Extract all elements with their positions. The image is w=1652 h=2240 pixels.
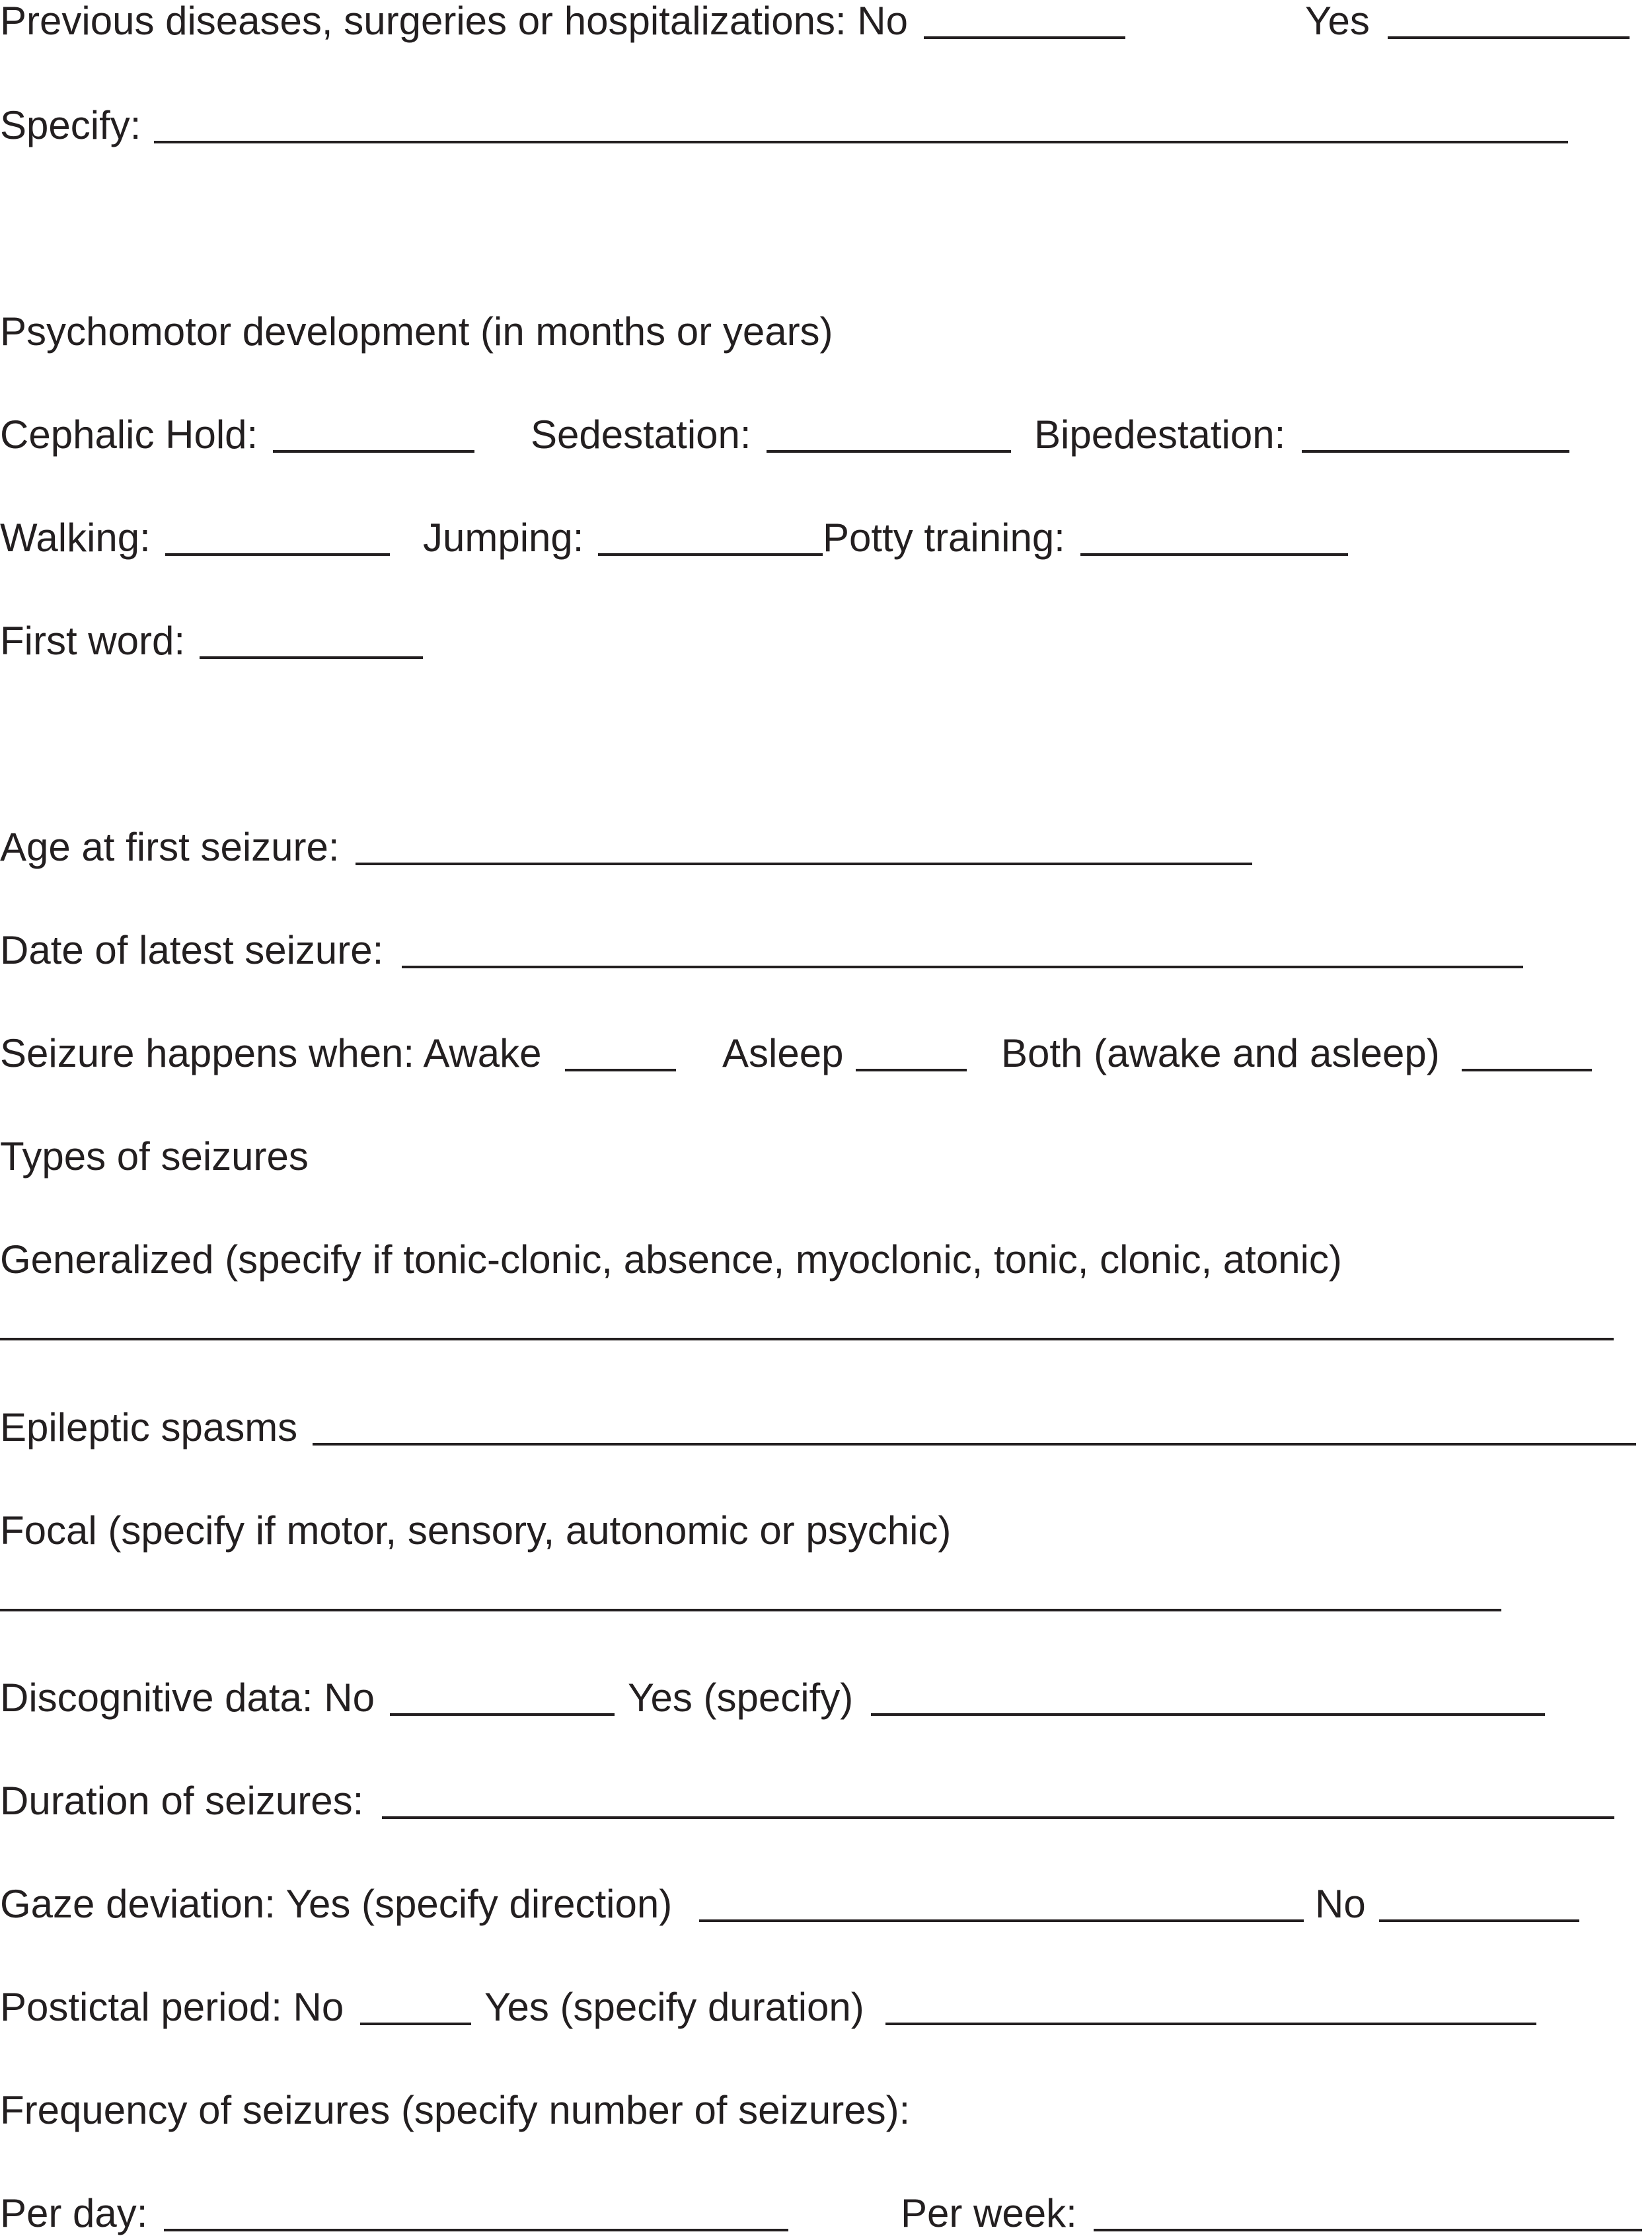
development-title — [0, 305, 1652, 358]
seizure-asleep-field[interactable] — [856, 1069, 967, 1071]
generalized-row — [0, 1233, 1652, 1286]
gaze-no-field[interactable] — [1379, 1919, 1579, 1922]
potty-training-label: Potty training: — [823, 516, 1065, 560]
types-of-seizures-title — [0, 1130, 1652, 1183]
walking-label: Walking: — [0, 516, 151, 560]
epileptic-spasms-row — [0, 1401, 1652, 1454]
jumping-field[interactable] — [598, 553, 823, 556]
age-first-seizure-field[interactable] — [356, 863, 1252, 865]
cephalic-hold-label: Cephalic Hold: — [0, 412, 258, 457]
types-of-seizures-text: Types of seizures — [0, 1134, 309, 1178]
gaze-yes-field[interactable] — [699, 1919, 1304, 1922]
cephalic-hold-field[interactable] — [273, 450, 474, 453]
gaze-label: Gaze deviation: Yes (specify direction) — [0, 1882, 673, 1926]
focal-label: Focal (specify if motor, sensory, autonomic or psychic) — [0, 1508, 952, 1553]
seizure-both-label: Both (awake and asleep) — [1001, 1031, 1440, 1075]
discognitive-no-field[interactable] — [390, 1713, 615, 1716]
previous-yes-field[interactable] — [1388, 36, 1630, 39]
generalized-field[interactable] — [0, 1338, 1614, 1340]
specify-label: Specify: — [0, 103, 141, 147]
epileptic-spasms-field[interactable] — [313, 1443, 1636, 1446]
per-day-label: Per day: — [0, 2191, 148, 2235]
jumping-label: Jumping: — [423, 516, 584, 560]
sedestation-field[interactable] — [767, 450, 1011, 453]
potty-training-field[interactable] — [1080, 553, 1348, 556]
discognitive-yes-field[interactable] — [871, 1713, 1545, 1716]
per-day-week-row — [0, 2187, 1652, 2240]
frequency-row — [0, 2084, 1652, 2137]
frequency-label: Frequency of seizures (specify number of seizures): — [0, 2088, 911, 2132]
previous-no-field[interactable] — [924, 36, 1125, 39]
duration-row — [0, 1775, 1652, 1828]
discognitive-label: Discognitive data: No — [0, 1676, 375, 1720]
postictal-label: Postictal period: No — [0, 1985, 344, 2029]
bipedestation-field[interactable] — [1302, 450, 1569, 453]
previous-diseases-row — [0, 0, 1652, 48]
date-latest-seizure-label: Date of latest seizure: — [0, 928, 384, 972]
development-row-3 — [0, 615, 1652, 668]
bipedestation-label: Bipedestation: — [1034, 412, 1286, 457]
discognitive-yes-label: Yes (specify) — [628, 1676, 854, 1720]
previous-diseases-label: Previous diseases, surgeries or hospitalizations: No — [0, 0, 908, 43]
postictal-no-field[interactable] — [360, 2023, 471, 2025]
date-latest-seizure-field[interactable] — [402, 966, 1523, 968]
per-day-field[interactable] — [164, 2229, 788, 2231]
postictal-row — [0, 1981, 1652, 2034]
age-first-seizure-label: Age at first seizure: — [0, 825, 340, 869]
focal-row — [0, 1504, 1652, 1557]
first-word-label: First word: — [0, 619, 186, 663]
focal-field[interactable] — [0, 1609, 1501, 1611]
walking-field[interactable] — [165, 553, 390, 556]
generalized-label: Generalized (specify if tonic-clonic, absence, myoclonic, tonic, clonic, atonic) — [0, 1237, 1342, 1282]
seizure-happens-row — [0, 1027, 1652, 1080]
duration-label: Duration of seizures: — [0, 1779, 364, 1823]
per-week-field[interactable] — [1094, 2229, 1642, 2231]
sedestation-label: Sedestation: — [531, 412, 751, 457]
development-row-1 — [0, 408, 1652, 461]
previous-yes-label: Yes — [1305, 0, 1370, 43]
seizure-both-field[interactable] — [1462, 1069, 1592, 1071]
gaze-no-label: No — [1315, 1882, 1366, 1926]
seizure-awake-label: Seizure happens when: Awake — [0, 1031, 542, 1075]
development-title-text: Psychomotor development (in months or years) — [0, 309, 833, 354]
seizure-awake-field[interactable] — [565, 1069, 676, 1071]
discognitive-row — [0, 1672, 1652, 1724]
date-latest-seizure-row — [0, 924, 1652, 977]
specify-row — [0, 99, 1652, 152]
gaze-row — [0, 1878, 1652, 1931]
postictal-yes-field[interactable] — [885, 2023, 1536, 2025]
age-first-seizure-row — [0, 821, 1652, 874]
per-week-label: Per week: — [901, 2191, 1077, 2235]
development-row-2 — [0, 512, 1652, 564]
duration-field[interactable] — [382, 1816, 1614, 1819]
specify-field[interactable] — [154, 141, 1568, 143]
seizure-asleep-label: Asleep — [722, 1031, 844, 1075]
epileptic-spasms-label: Epileptic spasms — [0, 1405, 298, 1449]
first-word-field[interactable] — [200, 656, 423, 659]
postictal-yes-label: Yes (specify duration) — [484, 1985, 864, 2029]
